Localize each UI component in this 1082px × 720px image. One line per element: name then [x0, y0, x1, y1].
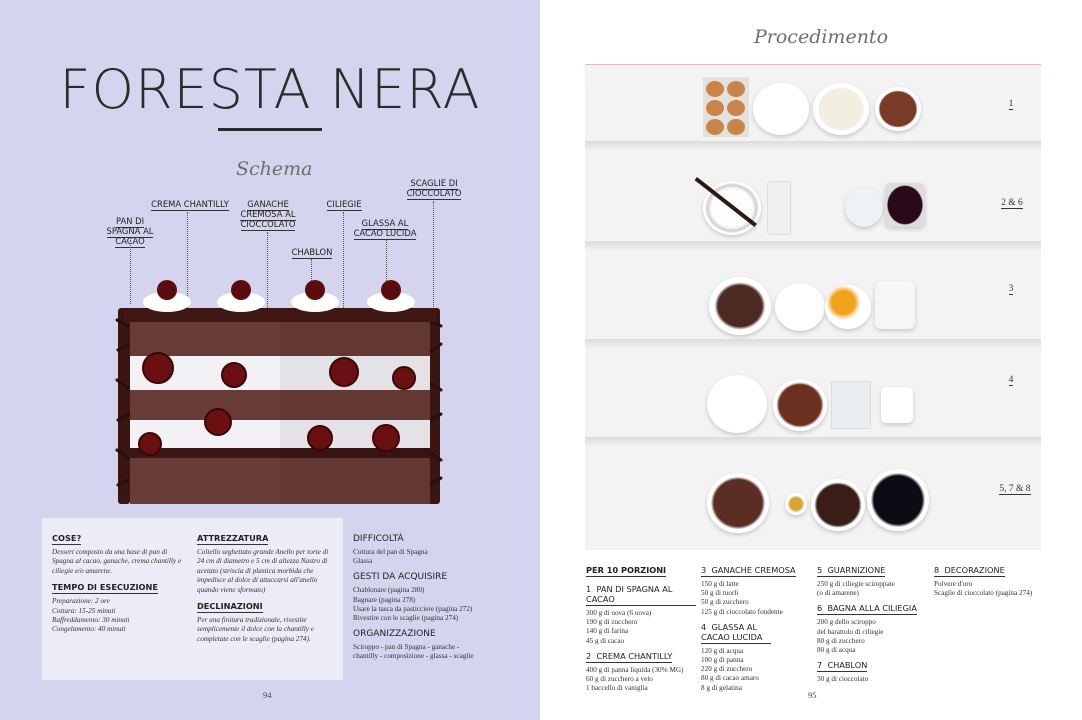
attrezzatura-text: Coltello seghettato grande Anello per torte di 24 cm di diametro e 5 cm di altezza Nastro di acetato (striscia di plastica morbida che impedisce al dolce di attaccarsi all'anello quando viene sformato) [197, 548, 329, 594]
side-notes [353, 528, 483, 662]
ingredient-line: 200 g dello sciroppo [817, 618, 876, 627]
cake-cross-section [110, 270, 450, 510]
attrezzatura-heading: ATTREZZATURA [197, 533, 269, 543]
chocolate-shavings-bowl [707, 473, 769, 533]
step-label: 2 & 6 [1001, 198, 1023, 208]
tempo-heading: TEMPO DI ESECUZIONE [52, 582, 158, 593]
ingredient-line: 190 g di zucchero [586, 618, 638, 627]
difficolta-line: Cottura del pan di Spagna [353, 548, 428, 556]
ingredient-line: 100 g di panna [701, 656, 744, 665]
tempo-line: Congelamento: 40 minuti [52, 625, 126, 634]
ingredient-line: 80 g di cacao amaro [701, 674, 759, 683]
ingredient-line: 80 g di acqua [817, 646, 856, 655]
ingredient-line: 125 g di cioccolato fondente [701, 607, 783, 616]
label-pan-di-spagna: PAN DI SPAGNA AL CACAO [106, 216, 154, 246]
ingredient-line: 80 g di zucchero [817, 636, 865, 645]
water-glass-2 [881, 387, 913, 423]
cherries-bowl [867, 469, 929, 531]
flour-bowl [813, 83, 869, 135]
gelatin-sheets [831, 381, 871, 429]
section-heading: 7 CHABLON [817, 660, 868, 671]
chocolate-bowl [709, 277, 771, 335]
declinazioni-heading: DECLINAZIONI [197, 601, 263, 612]
milk-bowl [775, 283, 825, 331]
schema-title: Schema [236, 158, 313, 180]
sugar-bowl-2 [707, 375, 767, 433]
section-heading: 5 GUARNIZIONE [817, 565, 886, 575]
step-label: 3 [1008, 284, 1014, 294]
tempo-line: Preparazione: 2 ore [52, 597, 110, 606]
ingredient-line: 400 g di panna liquida (30% MG) [586, 665, 684, 674]
ingredient-line: 45 g di cacao [586, 636, 625, 645]
ingredient-line: 8 g di gelatina [701, 683, 742, 692]
yolk-bowl [825, 285, 871, 329]
gesti-line: Chablonare (pagina 280) [353, 586, 425, 595]
section-heading: 1 PAN DI SPAGNA AL CACAO [586, 584, 696, 606]
step-label: 4 [1008, 375, 1014, 385]
ingredient-line: 50 g di zucchero [701, 598, 749, 607]
ingredients-col-4 [934, 560, 1038, 598]
ingredient-line: 220 g di zucchero [701, 665, 753, 674]
shelf-divider [585, 141, 1041, 151]
step-photos [585, 64, 1041, 550]
info-box [42, 518, 343, 680]
page-number-left: 94 [263, 690, 272, 700]
ingredient-line: 150 g di latte [701, 580, 739, 588]
left-page [0, 0, 540, 720]
porzioni-heading: PER 10 PORZIONI [586, 565, 667, 575]
chocolate-bowl-2 [811, 479, 865, 531]
ingredient-line: (o di amarene) [817, 589, 859, 598]
shelf-divider [585, 339, 1041, 349]
procedimento-title: Procedimento [754, 26, 889, 48]
ingredient-line: 140 g di farina [586, 627, 629, 636]
ingredient-line: 300 g di uova (6 uova) [586, 609, 652, 617]
label-crema-chantilly: CREMA CHANTILLY [151, 199, 229, 209]
section-heading: 3 GANACHE CREMOSA [701, 565, 796, 575]
gesti-heading: GESTI DA ACQUISIRE [353, 572, 448, 583]
ingredients-col-2 [701, 560, 811, 693]
ingredient-line: 60 g di zucchero a velo [586, 675, 653, 684]
shelf-divider [585, 437, 1041, 447]
label-ganache: GANACHE CREMOSA AL CIOCCOLATO [240, 199, 296, 229]
section-heading: 2 CREMA CHANTILLY [586, 650, 673, 661]
sugar-bowl [753, 83, 809, 135]
section-heading: 6 BAGNA ALLA CILIEGIA [817, 603, 917, 614]
difficolta-line: Glassa [353, 557, 373, 566]
egg-tray [703, 77, 749, 137]
ingredients-col-3 [817, 560, 929, 684]
section-heading: 8 DECORAZIONE [934, 565, 1005, 575]
label-chablon: CHABLON [291, 247, 333, 257]
ingredient-line: 120 g di acqua [701, 646, 744, 655]
organizzazione-text: Sciroppo - pan di Spagna - ganache - chantilly - composizione - glassa - scaglie [353, 643, 474, 661]
ingredients-col-1 [586, 560, 696, 693]
ingredient-line: Scaglie di cioccolato (pagina 274) [934, 589, 1033, 598]
cose-heading: COSE? [52, 533, 82, 543]
ingredient-line: 1 baccello di vaniglia [586, 684, 648, 693]
page-number-right: 95 [808, 690, 817, 700]
cherry-syrup-glass [885, 183, 925, 227]
ingredient-line: 250 g di ciliegie sciroppate [817, 580, 895, 588]
cream-carton [767, 181, 791, 235]
ingredient-line: 50 g di tuorli [701, 589, 739, 598]
cocoa-bowl-2 [773, 379, 827, 431]
ingredient-line: del barattolo di ciliegie [817, 627, 884, 636]
gesti-line: Bagnare (pagina 278) [353, 595, 416, 604]
gesti-line: Rivestire con le scaglie (pagina 274) [353, 614, 459, 623]
label-ciliegie: CILIEGIE [326, 199, 362, 209]
recipe-title: FORESTA NERA [59, 58, 481, 121]
gold-powder-bowl [785, 493, 807, 515]
step-label: 5, 7 & 8 [999, 484, 1031, 494]
difficolta-heading: DIFFICOLTÀ [353, 534, 404, 544]
tempo-line: Cottura: 15-25 minuti [52, 606, 116, 615]
ingredient-line: 30 g di cioccolato [817, 675, 869, 684]
label-glassa: GLASSA AL CACAO LUCIDA [353, 218, 417, 238]
cose-text: Dessert composto da una base di pan di Spagna al cacao, ganache, crema chantilly e ciliegie e/o amarene. [52, 548, 182, 575]
ingredient-line: Polvere d'oro [934, 580, 973, 588]
tempo-line: Raffreddamento: 30 minuti [52, 616, 130, 625]
section-heading: 4 GLASSA AL CACAO LUCIDA [701, 622, 771, 644]
title-underline [218, 128, 322, 131]
declinazioni-text: Per una finitura tradizionale, rivestite semplicemente il dolce con la chantilly e completate con le scaglie (pagina 274). [197, 616, 314, 643]
gesti-line: Usare la tasca da pasticciere (pagina 272) [353, 604, 473, 613]
label-scaglie: SCAGLIE DI CIOCCOLATO [406, 178, 462, 198]
organizzazione-heading: ORGANIZZAZIONE [353, 629, 436, 640]
shelf-divider [585, 241, 1041, 251]
milk-glass [875, 281, 915, 329]
cocoa-bowl [875, 87, 921, 131]
water-glass [845, 187, 883, 227]
step-label: 1 [1008, 99, 1014, 109]
